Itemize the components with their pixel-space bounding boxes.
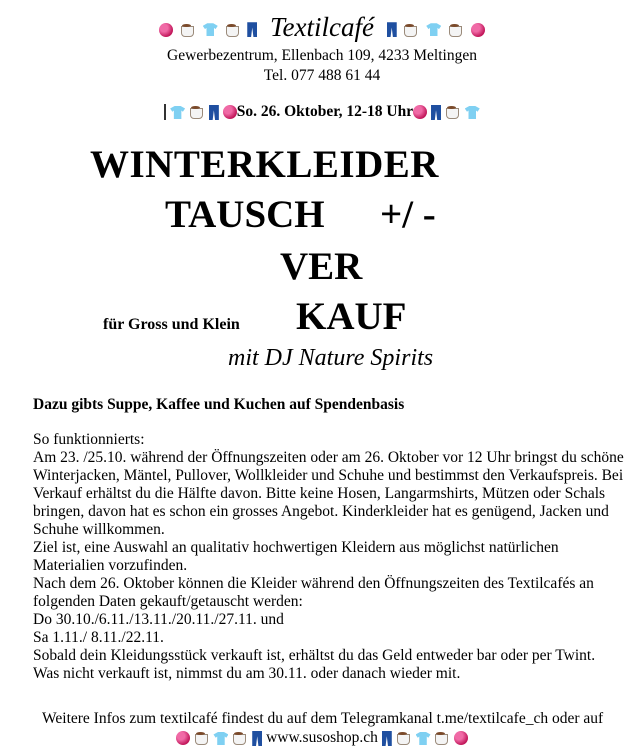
coffee-cup-icon: [403, 24, 419, 36]
jeans-icon: [247, 22, 257, 37]
phone: Tel. 077 488 61 44: [263, 67, 381, 84]
paragraph: Was nicht verkauft ist, nimmst du am 30.11. oder danach wieder mit.: [33, 665, 461, 682]
event-date-row: [0, 100, 644, 124]
audience-text: für Gross und Klein: [103, 316, 240, 333]
headline-line1: WINTERKLEIDER: [90, 143, 439, 186]
description: [33, 431, 633, 683]
coffee-cup-icon: [448, 24, 464, 36]
yarn-ball-icon: [413, 105, 427, 119]
paragraph: So funktionnierts:: [33, 431, 145, 448]
yarn-ball-icon: [176, 731, 190, 745]
divider-bar: [164, 104, 166, 120]
jeans-icon: [382, 731, 392, 746]
jeans-icon: [252, 731, 262, 746]
paragraph: Am 23. /25.10. während der Öffnungszeiten oder am 26. Oktober vor 12 Uhr bringst du schöne Winterjacken, Mäntel, Pullover, Wollkleider und Schuhe und bestimmst den Verkaufspreis. Bei Verkauf erhältst du die Hälfte davon. Bitte keine Hosen, Langarmshirts, Mützen oder Schals bringen, davon hat es schon ein grosses Angebot. Kinderkleider hat es genügend, Jacken und Schuhe willkommen.: [33, 449, 624, 538]
paragraph: Ziel ist, eine Auswahl an qualitativ hochwertigen Kleidern aus möglichst natürlichen Materialien vorzufinden.: [33, 539, 559, 574]
footer-info: Weitere Infos zum textilcafé findest du auf dem Telegramkanal t.me/textilcafe_ch oder auf: [42, 710, 604, 727]
event-date: So. 26. Oktober, 12-18 Uhr: [236, 103, 414, 120]
coffee-cup-icon: [180, 24, 196, 36]
title-row: [0, 10, 644, 44]
headline-line4: KAUF: [296, 295, 407, 338]
jeans-icon: [209, 105, 219, 120]
tshirt-icon: [465, 106, 480, 119]
coffee-cup-icon: [445, 106, 461, 118]
tshirt-icon: [213, 732, 228, 745]
yarn-ball-icon: [223, 105, 237, 119]
paragraph: Sa 1.11./ 8.11./22.11.: [33, 629, 164, 646]
paragraph: Do 30.10./6.11./13.11./20.11./27.11. und: [33, 611, 284, 628]
tshirt-icon: [170, 106, 185, 119]
yarn-ball-icon: [471, 23, 485, 37]
website-link[interactable]: www.susoshop.ch: [266, 729, 378, 746]
dj-text: mit DJ Nature Spirits: [228, 345, 434, 371]
food-note: Dazu gibts Suppe, Kaffee und Kuchen auf Spendenbasis: [33, 396, 405, 413]
tshirt-icon: [416, 732, 431, 745]
coffee-cup-icon: [225, 24, 241, 36]
headline-plus-minus: +/ -: [380, 193, 436, 236]
paragraph: Sobald dein Kleidungsstück verkauft ist, erhältst du das Geld entweder bar oder per Twint.: [33, 647, 596, 664]
headline-line2: TAUSCH: [165, 193, 325, 236]
address: Gewerbezentrum, Ellenbach 109, 4233 Meltingen: [167, 47, 477, 64]
jeans-icon: [431, 105, 441, 120]
yarn-ball-icon: [454, 731, 468, 745]
headline-line3: VER: [280, 245, 363, 288]
jeans-icon: [387, 22, 397, 37]
coffee-cup-icon: [434, 732, 450, 744]
footer-website-row: [0, 728, 644, 748]
coffee-cup-icon: [396, 732, 412, 744]
tshirt-icon: [426, 23, 441, 36]
coffee-cup-icon: [194, 732, 210, 744]
coffee-cup-icon: [189, 106, 205, 118]
coffee-cup-icon: [232, 732, 248, 744]
yarn-ball-icon: [159, 23, 173, 37]
cafe-name: Textilcafé: [270, 12, 374, 42]
paragraph: Nach dem 26. Oktober können die Kleider während den Öffnungszeiten des Textilcafés an folgenden Daten gekauft/getauscht werden:: [33, 575, 594, 610]
tshirt-icon: [203, 23, 218, 36]
